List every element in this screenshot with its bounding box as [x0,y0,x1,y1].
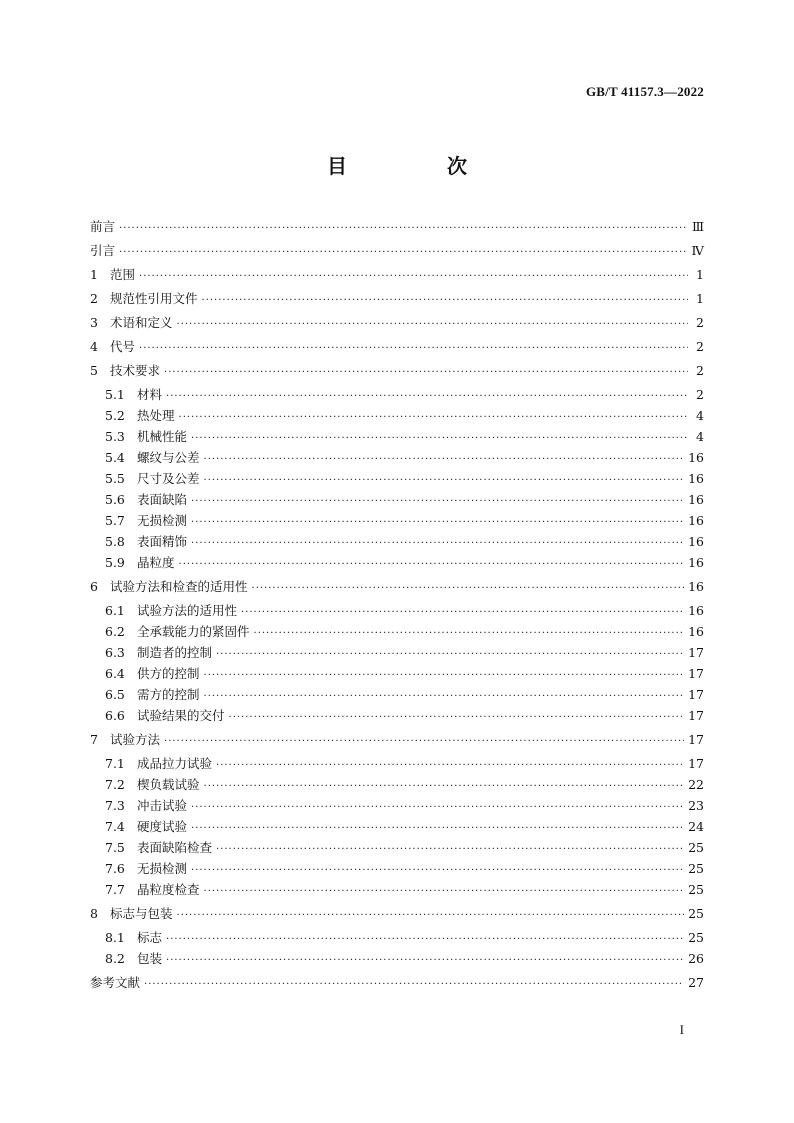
toc-entry-number: 6.5 [105,687,125,702]
toc-leader-dots [216,649,684,660]
toc-entry-label: 试验方法的适用性 [137,603,238,618]
toc-entry-number: 7.4 [105,819,125,834]
toc-entry[interactable] [90,928,704,949]
toc-entry[interactable] [90,427,704,448]
toc-entry[interactable] [90,685,704,706]
toc-entry[interactable] [90,643,704,664]
toc-entry-page: 2 [696,315,704,330]
toc-entry[interactable] [90,511,704,532]
toc-leader-dots [204,475,685,486]
toc-entry[interactable] [90,754,704,775]
toc-entry-number: 7.5 [105,840,125,855]
toc-entry-number: 1 [90,267,98,282]
toc-leader-dots [191,517,684,528]
toc-leader-dots [252,583,685,594]
toc-entry[interactable] [90,973,704,997]
toc-entry-number: 6.4 [105,666,125,681]
toc-entry[interactable] [90,664,704,685]
toc-entry[interactable] [90,706,704,730]
toc-entry-page: 16 [688,555,704,570]
toc-entry-number: 5.7 [105,513,125,528]
toc-leader-dots [177,319,688,330]
toc-entry-number: 6.3 [105,645,125,660]
toc-leader-dots [119,247,687,258]
toc-entry-page: 16 [688,624,704,639]
toc-leader-dots [216,760,684,771]
toc-entry-page: 25 [688,840,704,855]
toc-entry-number: 5.1 [105,387,125,402]
toc-entry-label: 引言 [90,243,116,258]
toc-entry-number: 5 [90,363,98,378]
toc-leader-dots [144,979,684,990]
table-of-contents [90,217,704,997]
toc-entry[interactable] [90,796,704,817]
toc-entry-page: 25 [688,882,704,897]
toc-entry-page: 1 [696,267,704,282]
toc-entry-page: 25 [688,861,704,876]
toc-entry-label: 规范性引用文件 [110,291,198,306]
toc-entry-label: 试验方法 [110,732,161,747]
toc-entry-page: 16 [688,603,704,618]
toc-leader-dots [204,781,685,792]
toc-entry-page: 16 [688,579,704,594]
toc-entry[interactable] [90,622,704,643]
toc-entry[interactable] [90,859,704,880]
toc-leader-dots [229,712,685,723]
toc-entry[interactable] [90,448,704,469]
toc-entry-page: 1 [696,291,704,306]
toc-entry-label: 晶粒度检查 [137,882,200,897]
toc-entry[interactable] [90,880,704,904]
toc-entry[interactable] [90,289,704,313]
toc-leader-dots [216,844,684,855]
toc-entry-number: 7 [90,732,98,747]
toc-entry-number: 7.1 [105,756,125,771]
toc-leader-dots [191,823,684,834]
toc-entry-label: 冲击试验 [137,798,188,813]
toc-entry-label: 热处理 [137,408,175,423]
toc-entry-number: 7.2 [105,777,125,792]
toc-entry-label: 技术要求 [110,363,161,378]
toc-entry-label: 表面缺陷检查 [137,840,213,855]
toc-leader-dots [139,271,688,282]
toc-entry[interactable] [90,838,704,859]
toc-entry[interactable] [90,241,704,265]
toc-entry-page: 16 [688,492,704,507]
toc-entry-label: 无损检测 [137,513,188,528]
toc-entry-label: 需方的控制 [137,687,200,702]
toc-entry-page: 16 [688,534,704,549]
toc-leader-dots [179,559,685,570]
toc-entry-page: 17 [688,687,704,702]
toc-entry-page: 25 [688,930,704,945]
toc-entry[interactable] [90,361,704,385]
toc-leader-dots [204,691,685,702]
toc-leader-dots [166,934,684,945]
toc-entry-page: 16 [688,450,704,465]
toc-entry-label: 硬度试验 [137,819,188,834]
toc-entry-page: 2 [696,387,704,402]
toc-leader-dots [254,628,685,639]
toc-leader-dots [139,343,688,354]
toc-entry-page: 17 [688,732,704,747]
toc-entry-number: 6.1 [105,603,125,618]
toc-entry-label: 晶粒度 [137,555,175,570]
toc-leader-dots [191,802,684,813]
toc-entry-page: 17 [688,756,704,771]
toc-entry[interactable] [90,313,704,337]
toc-leader-dots [204,454,685,465]
toc-entry[interactable] [90,817,704,838]
toc-leader-dots [191,433,688,444]
toc-entry-page: Ⅳ [691,243,704,258]
standard-code: GB/T 41157.3—2022 [585,84,704,99]
toc-entry-page: 2 [696,363,704,378]
toc-entry-label: 标志 [137,930,163,945]
toc-entry-page: 25 [688,906,704,921]
toc-leader-dots [191,496,684,507]
toc-entry-label: 试验结果的交付 [137,708,225,723]
toc-entry-number: 8.1 [105,930,125,945]
toc-entry-page: 26 [688,951,704,966]
toc-entry-label: 参考文献 [90,975,141,990]
toc-entry-label: 代号 [110,339,136,354]
toc-entry-page: 4 [696,429,704,444]
toc-entry-label: 供方的控制 [137,666,200,681]
toc-entry-number: 2 [90,291,98,306]
toc-leader-dots [204,670,685,681]
toc-entry-page: 17 [688,666,704,681]
toc-entry-number: 8 [90,906,98,921]
toc-entry[interactable] [90,469,704,490]
toc-entry-number: 5.6 [105,492,125,507]
toc-entry-label: 范围 [110,267,136,282]
toc-leader-dots [191,538,684,549]
toc-entry-page: 17 [688,645,704,660]
toc-entry-page: 24 [688,819,704,834]
toc-entry[interactable] [90,532,704,553]
toc-entry-number: 5.3 [105,429,125,444]
toc-entry-label: 无损检测 [137,861,188,876]
toc-entry-label: 螺纹与公差 [137,450,200,465]
toc-entry-page: 16 [688,471,704,486]
toc-entry-number: 6 [90,579,98,594]
toc-leader-dots [241,607,684,618]
toc-leader-dots [177,910,685,921]
toc-entry-number: 5.8 [105,534,125,549]
toc-entry-number: 4 [90,339,98,354]
toc-entry[interactable] [90,601,704,622]
toc-leader-dots [164,367,688,378]
toc-leader-dots [119,223,688,234]
toc-entry-label: 机械性能 [137,429,188,444]
toc-entry[interactable] [90,775,704,796]
toc-leader-dots [204,886,685,897]
toc-entry-label: 成品拉力试验 [137,756,213,771]
toc-entry-page: 16 [688,513,704,528]
toc-entry-label: 全承载能力的紧固件 [137,624,250,639]
page-number: I [679,1022,684,1037]
toc-entry-number: 5.4 [105,450,125,465]
toc-entry[interactable] [90,217,704,241]
toc-entry-label: 前言 [90,219,116,234]
toc-entry-page: 2 [696,339,704,354]
toc-entry[interactable] [90,406,704,427]
toc-entry-page: 27 [688,975,704,990]
toc-leader-dots [179,412,688,423]
toc-entry-number: 5.9 [105,555,125,570]
toc-entry[interactable] [90,337,704,361]
toc-entry-number: 7.3 [105,798,125,813]
toc-entry-label: 材料 [137,387,163,402]
toc-entry-page: Ⅲ [691,219,704,234]
toc-entry[interactable] [90,577,704,601]
toc-entry[interactable] [90,949,704,973]
toc-entry-label: 制造者的控制 [137,645,213,660]
toc-entry-page: 17 [688,708,704,723]
toc-entry-number: 7.7 [105,882,125,897]
toc-entry[interactable] [90,265,704,289]
toc-entry-number: 6.2 [105,624,125,639]
toc-entry-label: 包装 [137,951,163,966]
toc-entry-number: 3 [90,315,98,330]
toc-leader-dots [164,736,684,747]
toc-entry[interactable] [90,490,704,511]
toc-entry[interactable] [90,730,704,754]
toc-entry-label: 试验方法和检查的适用性 [110,579,248,594]
toc-entry-label: 楔负载试验 [137,777,200,792]
toc-entry-label: 标志与包装 [110,906,173,921]
toc-entry-number: 5.2 [105,408,125,423]
toc-entry-label: 表面精饰 [137,534,188,549]
toc-entry[interactable] [90,553,704,577]
toc-entry-label: 尺寸及公差 [137,471,200,486]
toc-entry[interactable] [90,904,704,928]
toc-entry[interactable] [90,385,704,406]
page-title: 目 次 [327,154,507,178]
toc-entry-number: 7.6 [105,861,125,876]
toc-leader-dots [191,865,684,876]
toc-entry-page: 4 [696,408,704,423]
toc-entry-number: 5.5 [105,471,125,486]
toc-leader-dots [166,391,688,402]
toc-leader-dots [202,295,688,306]
toc-entry-page: 23 [688,798,704,813]
toc-entry-number: 6.6 [105,708,125,723]
toc-entry-number: 8.2 [105,951,125,966]
toc-leader-dots [166,955,684,966]
toc-entry-label: 术语和定义 [110,315,173,330]
toc-entry-label: 表面缺陷 [137,492,188,507]
toc-entry-page: 22 [688,777,704,792]
